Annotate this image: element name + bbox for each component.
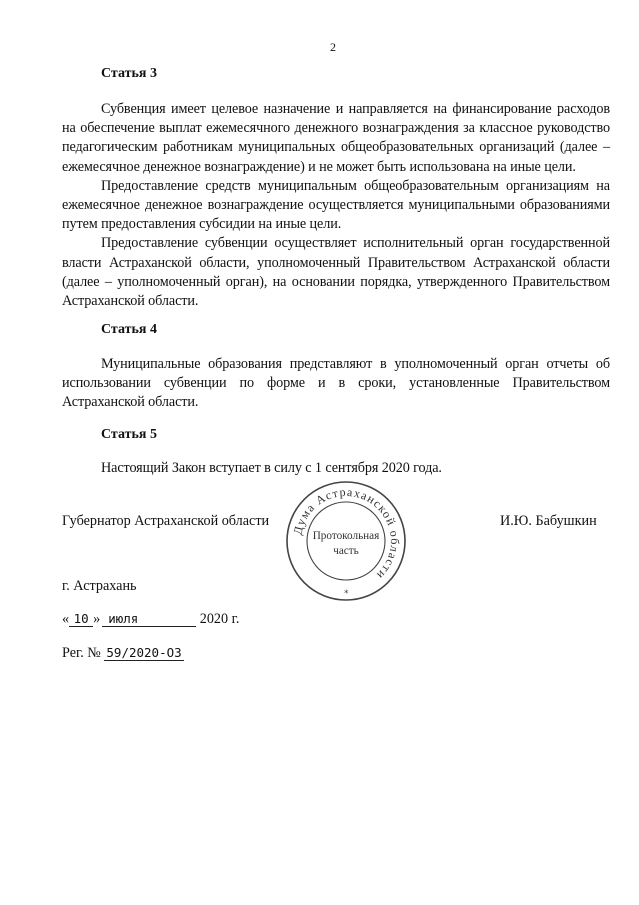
svg-text:Дума Астраханской области: Дума Астраханской области [290, 484, 403, 583]
signing-date [62, 611, 239, 628]
paragraph: Субвенция имеет целевое назначение и направляется на финансирование расходов на обеспечение выплат ежемесячного денежного вознаграждения за классное руководство педагогическим работникам муниципальных общеобразовательных организаций (далее – ежемесячное денежное вознаграждение) и не может быть использована на иные цели. [62, 101, 610, 175]
registration-label: Рег. № [62, 645, 101, 661]
date-year: 2020 г. [199, 611, 240, 627]
article-5-body [62, 459, 610, 478]
paragraph: Предоставление субвенции осуществляет исполнительный орган государственной власти Астраханской области, уполномоченный Правительством Астраханской области (далее – уполномоченный орган), на основании порядка, утвержденного Правительством Астраханской области. [62, 235, 610, 310]
article-5-heading: Статья 5 [101, 427, 157, 442]
paragraph: Настоящий Закон вступает в силу с 1 сентября 2020 года. [101, 460, 442, 476]
signatory-title: Губернатор Астраханской области [62, 513, 270, 529]
stamp-center-line-1: Протокольная [312, 530, 380, 542]
paragraph: Предоставление средств муниципальным общеобразовательным организациям на ежемесячное денежное вознаграждение осуществляется муниципальными образованиями путем предоставления субсидии на иные цели. [62, 177, 610, 233]
official-stamp [284, 479, 408, 603]
date-open-quote: « [62, 611, 70, 627]
article-4-heading: Статья 4 [101, 322, 157, 337]
city: г. Астрахань [62, 578, 137, 594]
page-number: 2 [330, 40, 336, 54]
paragraph: Муниципальные образования представляют в уполномоченный орган отчеты об использовании субвенции по форме и в сроки, установленные Правительством Астраханской области. [62, 356, 610, 411]
date-month-field: июля [102, 611, 196, 627]
date-day-field: 10 [69, 611, 93, 627]
stamp-center-line-2: часть [333, 545, 359, 557]
registration [62, 645, 184, 662]
signatory-name: И.Ю. Бабушкин [500, 513, 597, 529]
article-4-body [62, 355, 610, 413]
article-3-heading: Статья 3 [101, 66, 157, 81]
registration-number: 59/2020-ОЗ [106, 645, 182, 660]
svg-text:*: * [344, 589, 349, 599]
date-close-quote: » [93, 611, 101, 627]
article-3-body [62, 100, 610, 311]
